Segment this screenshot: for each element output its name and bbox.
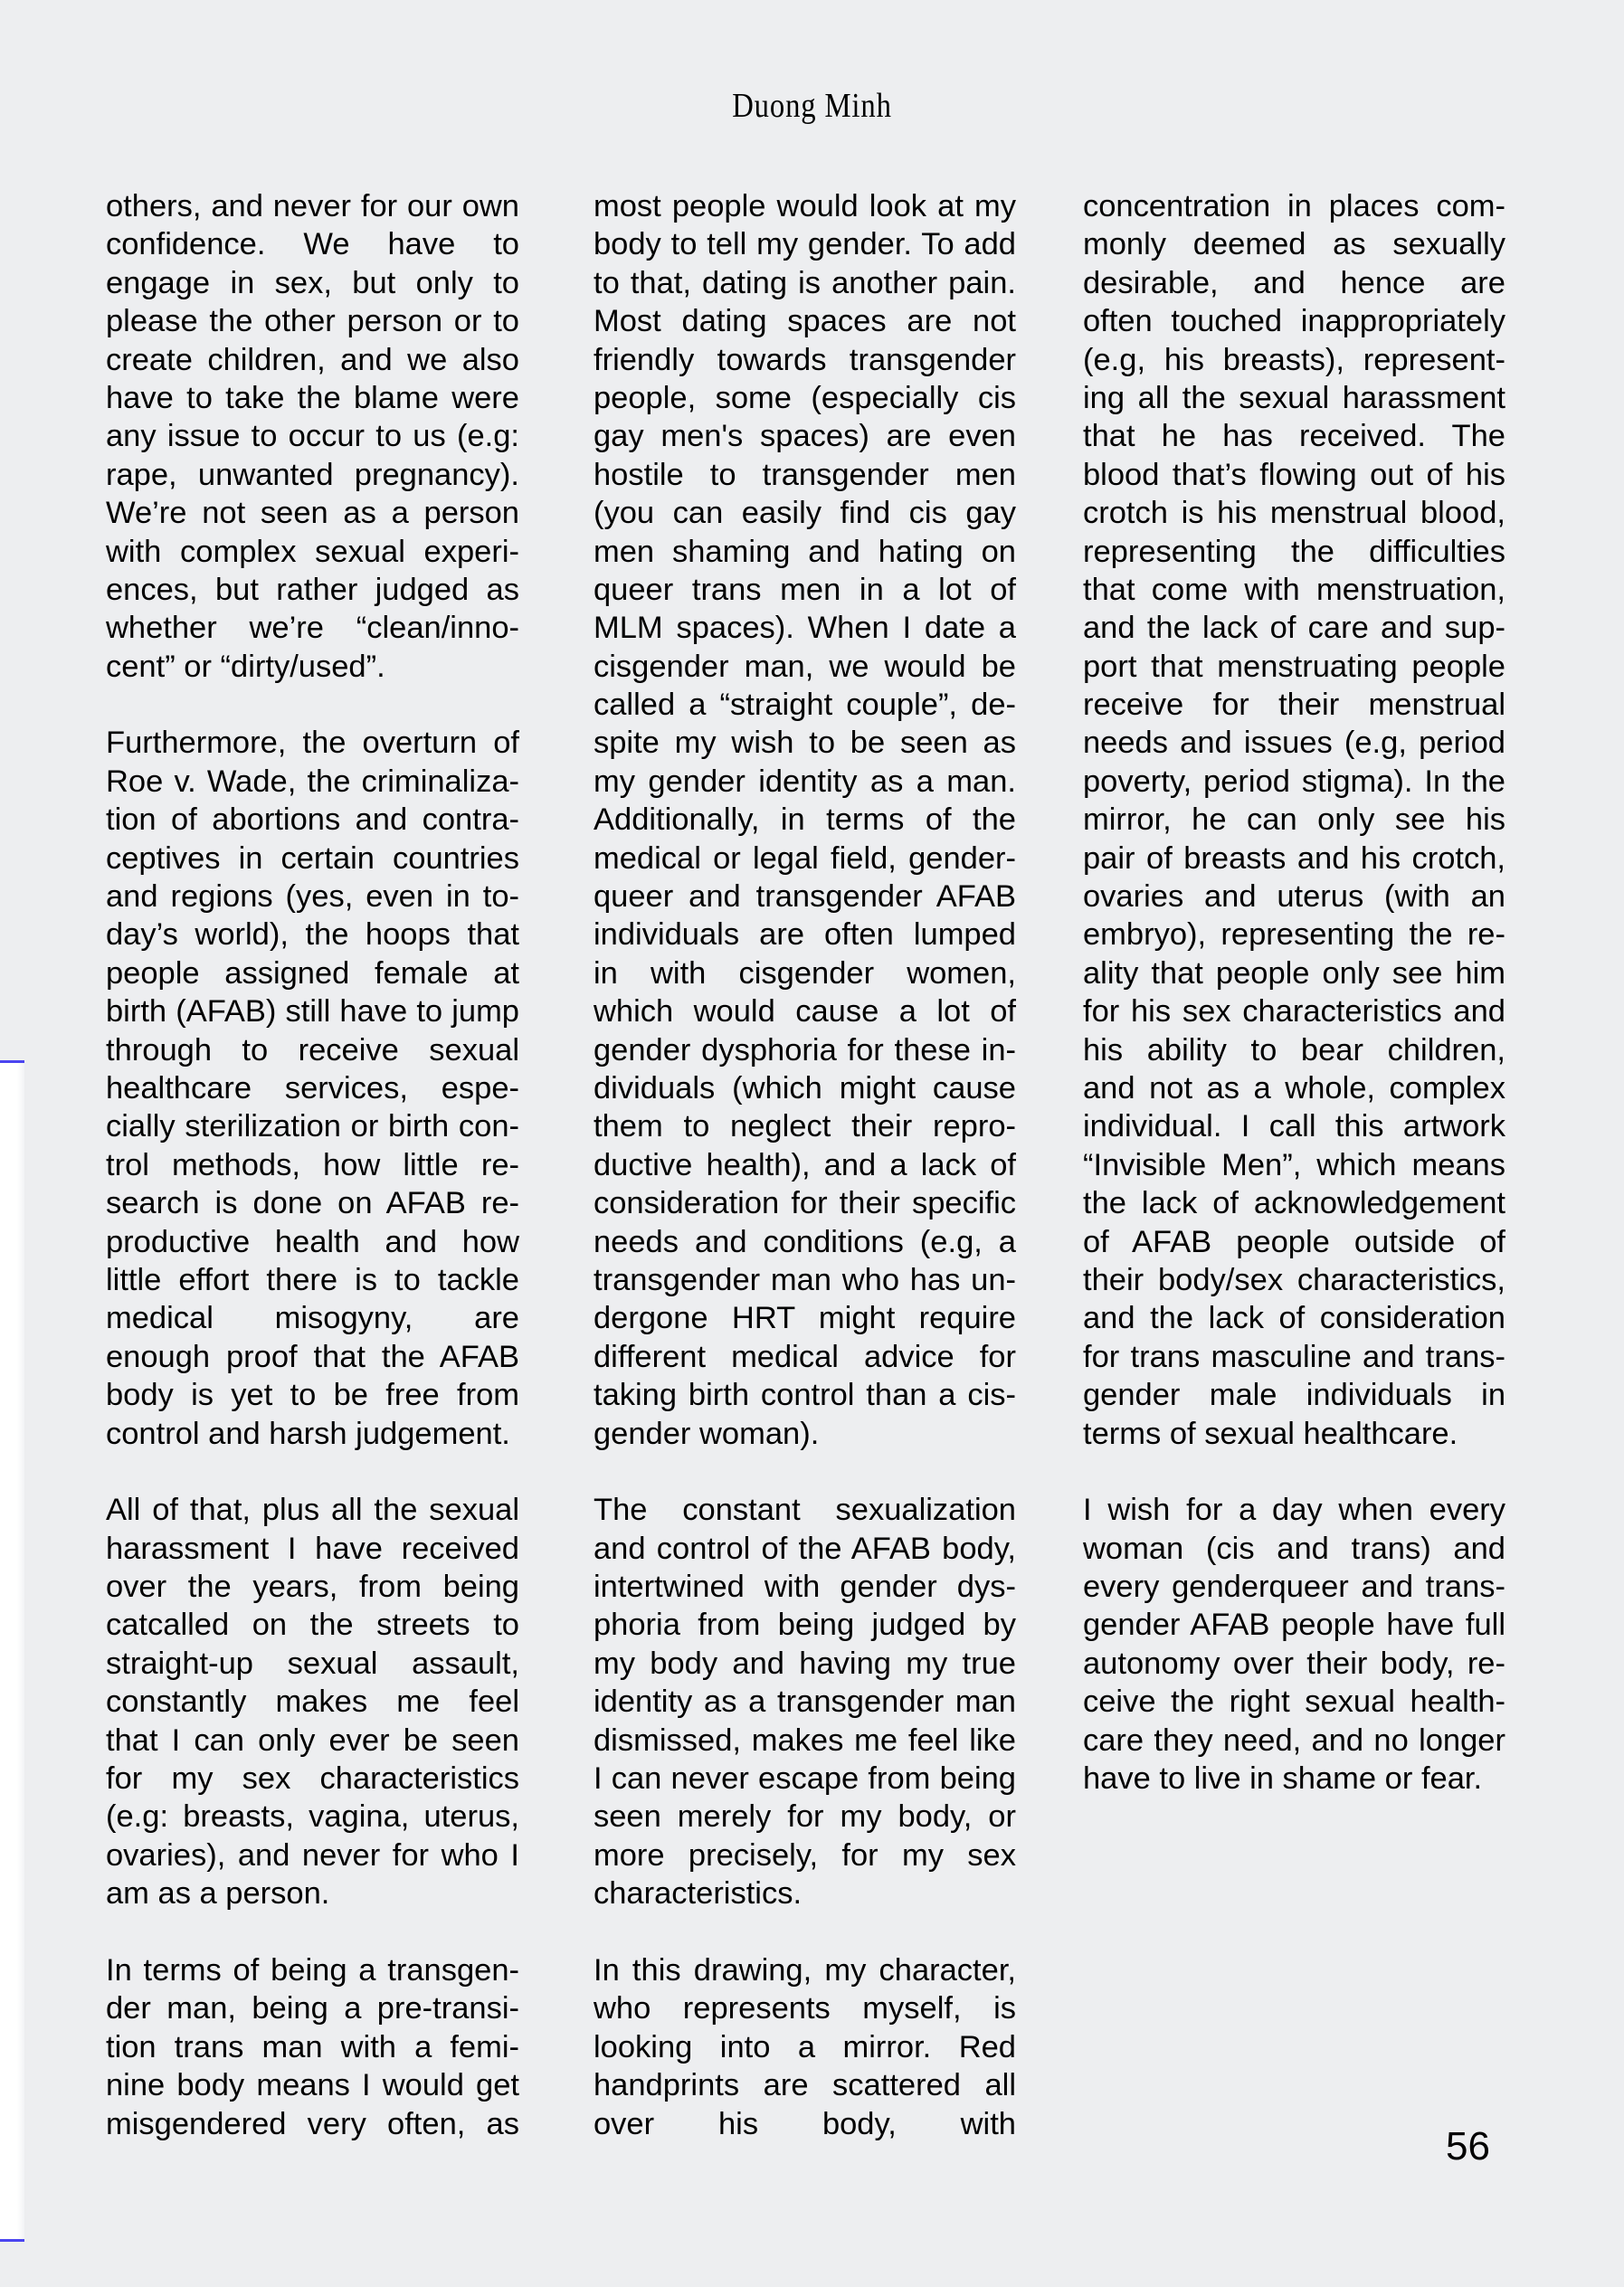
text-line: ductive health), and a lack of	[594, 1147, 1016, 1182]
text-line: concentration in places com-	[1083, 189, 1505, 223]
text-line: my gender identity as a man.	[594, 764, 1016, 799]
page-number: 56	[1446, 2124, 1490, 2168]
text-line: dergone HRT might require	[594, 1301, 1016, 1336]
text-line: search is done on AFAB re-	[106, 1186, 519, 1221]
text-line: cially sterilization or birth con-	[106, 1109, 519, 1144]
text-line: ovaries), and never for who I	[106, 1837, 519, 1873]
paragraph	[594, 1491, 1016, 1912]
paragraph	[106, 724, 519, 1452]
text-line: gay men's spaces) are even	[594, 419, 1016, 454]
paragraph	[106, 187, 519, 686]
text-line: receive for their menstrual	[1083, 688, 1505, 723]
text-line: more precisely, for my sex	[594, 1837, 1016, 1873]
text-line: body to tell my gender. To add	[594, 227, 1016, 262]
text-line: I wish for a day when every	[1083, 1493, 1505, 1528]
text-line: nine body means I would get	[106, 2068, 519, 2103]
text-line: to that, dating is another pain.	[594, 265, 1016, 300]
text-line: tion trans man with a femi-	[106, 2029, 519, 2064]
text-line: Roe v. Wade, the criminaliza-	[106, 764, 519, 799]
text-line: (e.g: breasts, vagina, uterus,	[106, 1799, 519, 1835]
text-line: and the lack of care and sup-	[1083, 611, 1505, 646]
text-line: who represents myself, is	[594, 1991, 1016, 2026]
text-line: poverty, period stigma). In the	[1083, 764, 1505, 799]
text-line: every genderqueer and trans-	[1083, 1570, 1505, 1605]
text-line: healthcare services, espe-	[106, 1070, 519, 1106]
text-line: embryo), representing the re-	[1083, 917, 1505, 953]
text-line: trol methods, how little re-	[106, 1147, 519, 1182]
text-line: cisgender man, we would be	[594, 649, 1016, 684]
text-line: have to take the blame were	[106, 380, 519, 415]
text-line: create children, and we also	[106, 342, 519, 377]
text-line: gender male individuals in	[1083, 1378, 1505, 1413]
text-line: dividuals (which might cause	[594, 1070, 1016, 1106]
text-line: engage in sex, but only to	[106, 265, 519, 300]
text-line: called a “straight couple”, de-	[594, 688, 1016, 723]
text-line: queer and transgender AFAB	[594, 879, 1016, 915]
text-line: rape, unwanted pregnancy).	[106, 457, 519, 492]
text-line: monly deemed as sexually	[1083, 227, 1505, 262]
page-header-author: Duong Minh	[732, 87, 892, 125]
text-line: confidence. We have to	[106, 227, 519, 262]
text-line: needs and issues (e.g, period	[1083, 726, 1505, 761]
text-line: for trans masculine and trans-	[1083, 1339, 1505, 1374]
text-line: MLM spaces). When I date a	[594, 611, 1016, 646]
text-line: Most dating spaces are not	[594, 304, 1016, 339]
text-line: body is yet to be free from	[106, 1378, 519, 1413]
text-line: Furthermore, the overturn of	[106, 726, 519, 761]
text-line: handprints are scattered all	[594, 2068, 1016, 2103]
text-line: the lack of acknowledgement	[1083, 1186, 1505, 1221]
text-line: ceive the right sexual health-	[1083, 1684, 1505, 1720]
text-line: consideration for their specific	[594, 1186, 1016, 1221]
text-line: little effort there is to tackle	[106, 1262, 519, 1297]
text-line: men shaming and hating on	[594, 534, 1016, 569]
text-line: looking into a mirror. Red	[594, 2029, 1016, 2064]
text-line: care they need, and no longer	[1083, 1722, 1505, 1758]
paragraph	[1083, 187, 1505, 1453]
text-line: (e.g, his breasts), represent-	[1083, 342, 1505, 377]
paragraph	[1083, 1491, 1505, 1798]
text-line: In terms of being a transgen-	[106, 1952, 519, 1988]
text-line: medical or legal field, gender-	[594, 840, 1016, 876]
text-line: Additionally, in terms of the	[594, 802, 1016, 838]
text-line: desirable, and hence are	[1083, 265, 1505, 300]
text-line: phoria from being judged by	[594, 1608, 1016, 1643]
text-line: over the years, from being	[106, 1570, 519, 1605]
text-line: others, and never for our own	[106, 189, 519, 223]
text-line: individual. I call this artwork	[1083, 1109, 1505, 1144]
text-line: crotch is his menstrual blood,	[1083, 496, 1505, 531]
text-column-1	[106, 187, 519, 2143]
text-line: please the other person or to	[106, 304, 519, 339]
text-column-3	[1083, 187, 1505, 1798]
text-line: harassment I have received	[106, 1531, 519, 1566]
text-line: blood that’s flowing out of his	[1083, 457, 1505, 492]
text-line: autonomy over their body, re-	[1083, 1646, 1505, 1681]
text-line: constantly makes me feel	[106, 1684, 519, 1720]
text-line: representing the difficulties	[1083, 534, 1505, 569]
paragraph	[594, 187, 1016, 1453]
text-line: which would cause a lot of	[594, 994, 1016, 1030]
text-line: have to live in shame or fear.	[1083, 1761, 1483, 1797]
text-line: intertwined with gender dys-	[594, 1570, 1016, 1605]
text-line: enough proof that the AFAB	[106, 1339, 519, 1374]
text-line: gender dysphoria for these in-	[594, 1032, 1016, 1068]
text-line: I can never escape from being	[594, 1761, 1016, 1797]
text-line: productive health and how	[106, 1224, 519, 1259]
text-line: any issue to occur to us (e.g:	[106, 419, 519, 454]
text-line: with complex sexual experi-	[106, 534, 519, 569]
text-line: terms of sexual healthcare.	[1083, 1416, 1458, 1451]
text-line: We’re not seen as a person	[106, 496, 519, 531]
text-line: and regions (yes, even in to-	[106, 879, 519, 915]
text-line: am as a person.	[106, 1876, 330, 1912]
text-line: The constant sexualization	[594, 1493, 1016, 1528]
text-line: ences, but rather judged as	[106, 572, 519, 607]
text-line: port that menstruating people	[1083, 649, 1505, 684]
text-line: his ability to bear children,	[1083, 1032, 1505, 1068]
text-line: often touched inappropriately	[1083, 304, 1505, 339]
text-line: mirror, he can only see his	[1083, 802, 1505, 838]
text-line: them to neglect their repro-	[594, 1109, 1016, 1144]
text-line: (you can easily find cis gay	[594, 496, 1016, 531]
text-line: straight-up sexual assault,	[106, 1646, 519, 1681]
text-line: for his sex characteristics and	[1083, 994, 1505, 1030]
text-line: that I can only ever be seen	[106, 1722, 519, 1758]
text-line: and the lack of consideration	[1083, 1301, 1505, 1336]
text-line: medical misogyny, are	[106, 1301, 519, 1336]
text-line: most people would look at my	[594, 189, 1016, 223]
text-line: and not as a whole, complex	[1083, 1070, 1505, 1106]
text-line: identity as a transgender man	[594, 1684, 1016, 1720]
paragraph	[106, 1491, 519, 1912]
text-line: characteristics.	[594, 1876, 803, 1912]
text-line: through to receive sexual	[106, 1032, 519, 1068]
text-line: cent” or “dirty/used”.	[106, 649, 385, 684]
text-line: spite my wish to be seen as	[594, 726, 1016, 761]
text-line: whether we’re “clean/inno-	[106, 611, 519, 646]
text-line: misgendered very often, as	[106, 2106, 519, 2141]
text-line: catcalled on the streets to	[106, 1608, 519, 1643]
text-column-2	[594, 187, 1016, 2143]
text-line: different medical advice for	[594, 1339, 1016, 1374]
text-line: pair of breasts and his crotch,	[1083, 840, 1505, 876]
text-line: In this drawing, my character,	[594, 1952, 1016, 1988]
text-line: people assigned female at	[106, 955, 519, 991]
text-line: queer trans men in a lot of	[594, 572, 1016, 607]
text-line: day’s world), the hoops that	[106, 917, 519, 953]
text-line: needs and conditions (e.g, a	[594, 1224, 1016, 1259]
adjacent-page-edge	[0, 1060, 24, 2242]
text-line: and control of the AFAB body,	[594, 1531, 1016, 1566]
text-line: taking birth control than a cis-	[594, 1378, 1016, 1413]
text-line: ceptives in certain countries	[106, 840, 519, 876]
text-line: people, some (especially cis	[594, 380, 1016, 415]
text-line: for my sex characteristics	[106, 1761, 519, 1797]
text-line: woman (cis and trans) and	[1083, 1531, 1505, 1566]
text-line: hostile to transgender men	[594, 457, 1016, 492]
text-line: my body and having my true	[594, 1646, 1016, 1681]
text-line: their body/sex characteristics,	[1083, 1262, 1505, 1297]
text-line: that come with menstruation,	[1083, 572, 1505, 607]
text-line: friendly towards transgender	[594, 342, 1016, 377]
paragraph	[106, 1951, 519, 2143]
text-line: All of that, plus all the sexual	[106, 1493, 519, 1528]
text-line: tion of abortions and contra-	[106, 802, 519, 838]
text-line: birth (AFAB) still have to jump	[106, 994, 519, 1030]
text-line: control and harsh judgement.	[106, 1416, 510, 1451]
text-line: “Invisible Men”, which means	[1083, 1147, 1505, 1182]
text-line: over his body, with	[594, 2106, 1016, 2141]
text-line: in with cisgender women,	[594, 955, 1016, 991]
text-line: individuals are often lumped	[594, 917, 1016, 953]
text-line: transgender man who has un-	[594, 1262, 1016, 1297]
text-line: that he has received. The	[1083, 419, 1505, 454]
paragraph	[594, 1951, 1016, 2143]
text-line: ality that people only see him	[1083, 955, 1505, 991]
text-line: dismissed, makes me feel like	[594, 1722, 1016, 1758]
text-line: ing all the sexual harassment	[1083, 380, 1505, 415]
text-line: of AFAB people outside of	[1083, 1224, 1505, 1259]
text-line: seen merely for my body, or	[594, 1799, 1016, 1835]
text-line: gender AFAB people have full	[1083, 1608, 1505, 1643]
text-line: ovaries and uterus (with an	[1083, 879, 1505, 915]
text-line: gender woman).	[594, 1416, 820, 1451]
text-line: der man, being a pre-transi-	[106, 1991, 519, 2026]
